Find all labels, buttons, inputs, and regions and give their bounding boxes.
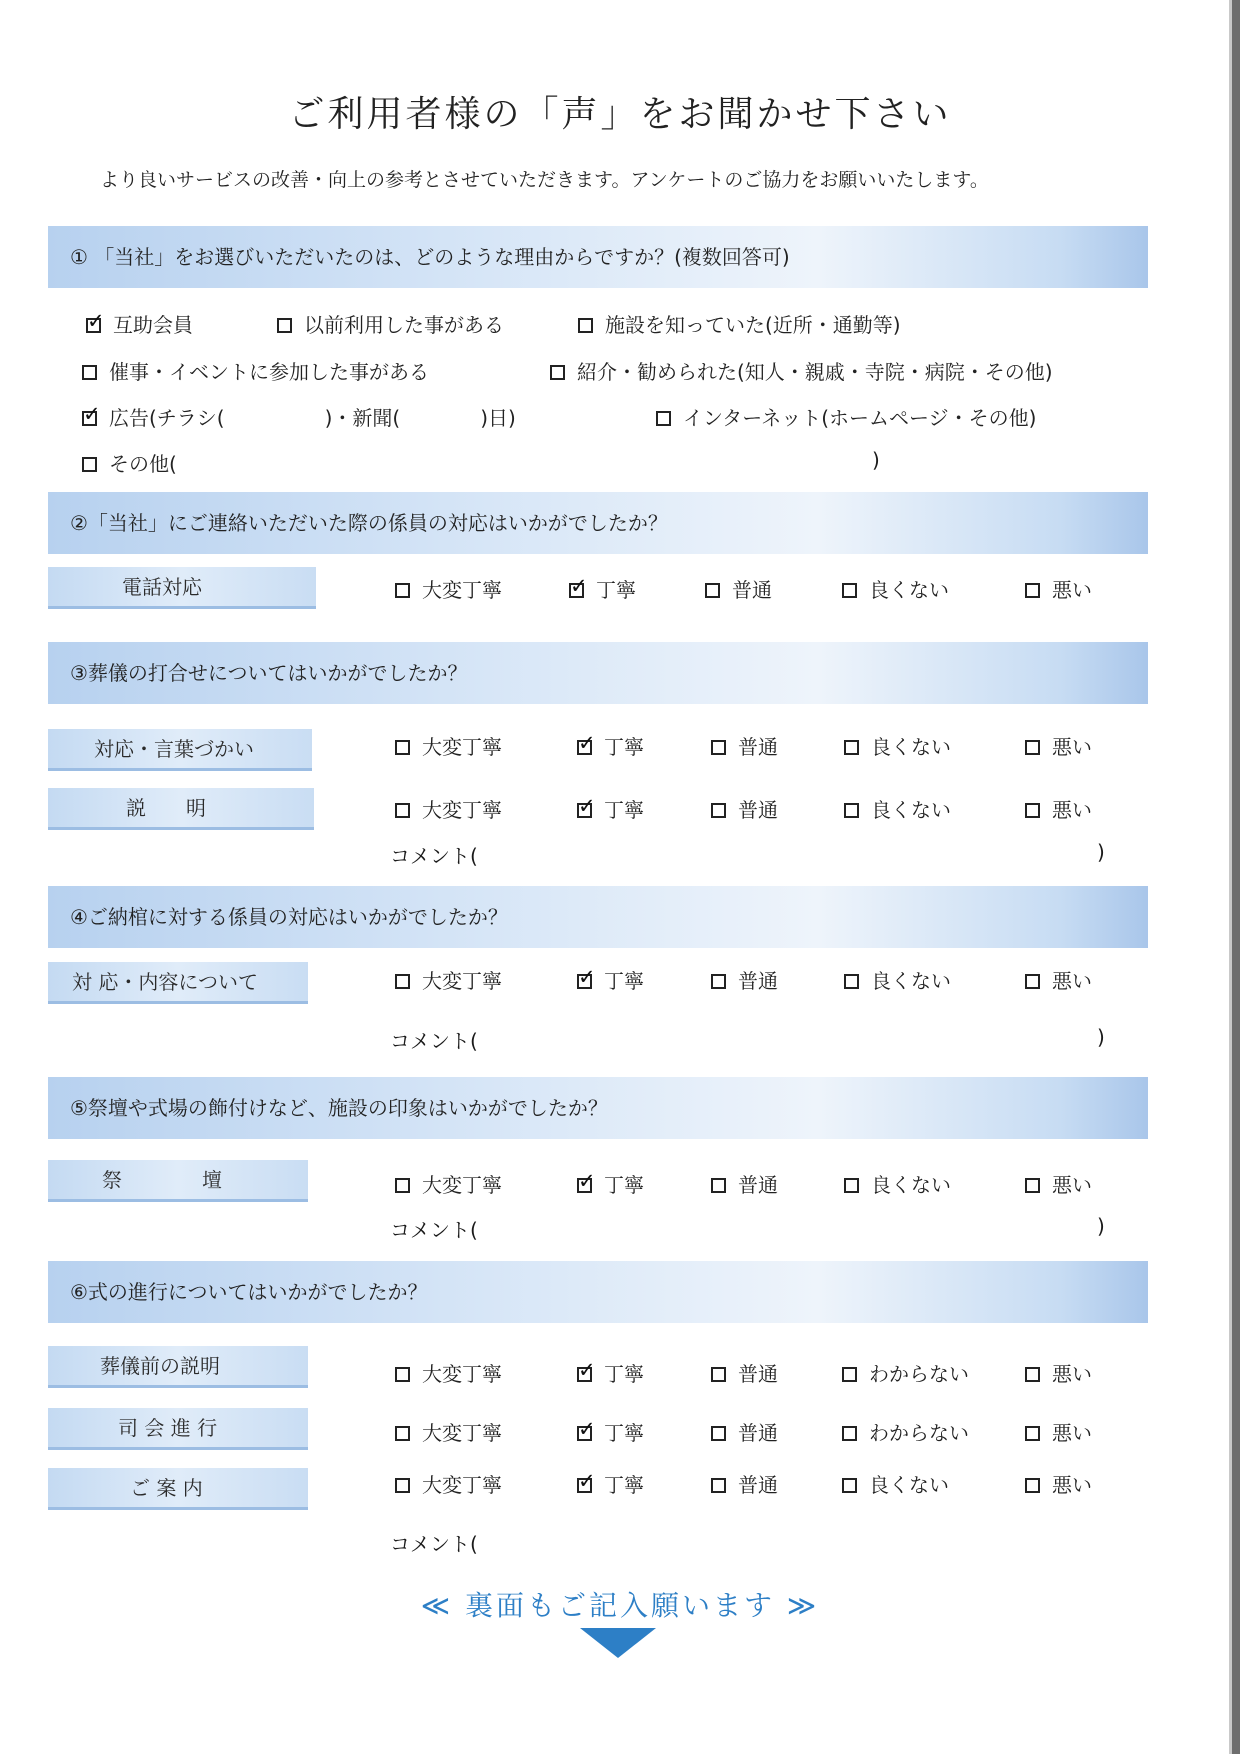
page-edge <box>1232 0 1240 1754</box>
q1-option-attended-event[interactable]: 催事・イベントに参加した事がある <box>82 356 429 385</box>
row-label-pre-funeral-explanation: 葬儀前の説明 <box>48 1346 308 1388</box>
q6-guidance-not-good[interactable]: 良くない <box>842 1469 949 1498</box>
q4-response-very-polite[interactable]: 大変丁寧 <box>395 965 502 994</box>
question-3-header: ③葬儀の打合せについてはいかがでしたか？ <box>48 642 1148 704</box>
checkbox-icon[interactable] <box>1025 1478 1040 1493</box>
checkbox-icon[interactable] <box>577 740 592 755</box>
q1-option-referral[interactable]: 紹介・勧められた(知人・親戚・寺院・病院・その他) <box>550 356 1053 385</box>
q3-manner-polite[interactable]: ✓ 丁寧 <box>577 731 644 760</box>
q6-guidance-bad[interactable]: 悪い <box>1025 1469 1092 1498</box>
checkbox-icon[interactable] <box>711 974 726 989</box>
checkbox-icon[interactable] <box>711 1367 726 1382</box>
checkbox-icon[interactable] <box>1025 1426 1040 1441</box>
q1-option-mutual-aid-member[interactable]: ✓互助会員 <box>86 309 193 338</box>
q2-phone-not-good[interactable]: 良くない <box>842 574 949 603</box>
row-label-ceremony-progress: 司 会 進 行 <box>48 1408 308 1450</box>
q3-manner-bad[interactable]: 悪い <box>1025 731 1092 760</box>
checkbox-icon[interactable] <box>1025 974 1040 989</box>
q3-explanation-very-polite[interactable]: 大変丁寧 <box>395 794 502 823</box>
q2-phone-polite[interactable]: ✓ 丁寧 <box>569 574 636 603</box>
q5-altar-polite[interactable]: ✓ 丁寧 <box>577 1169 644 1198</box>
checkbox-icon[interactable] <box>395 740 410 755</box>
checkbox-icon[interactable] <box>395 803 410 818</box>
row-label-phone-response: 電話対応 <box>48 567 316 609</box>
checkbox-icon[interactable] <box>844 974 859 989</box>
checkbox-icon[interactable] <box>395 1478 410 1493</box>
checkbox-icon[interactable] <box>1025 1367 1040 1382</box>
q1-option-advertisement[interactable]: ✓広告(チラシ( )・新聞( )日) <box>82 402 516 431</box>
q3-explanation-bad[interactable]: 悪い <box>1025 794 1092 823</box>
checkbox-icon[interactable] <box>577 803 592 818</box>
q4-response-bad[interactable]: 悪い <box>1025 965 1092 994</box>
page-title: ご利用者様の「声」をお聞かせ下さい <box>288 94 952 135</box>
q6-progress-normal[interactable]: 普通 <box>711 1417 778 1446</box>
q6-progress-very-polite[interactable]: 大変丁寧 <box>395 1417 502 1446</box>
checkbox-icon[interactable] <box>842 583 857 598</box>
checkbox-icon[interactable] <box>844 740 859 755</box>
checkbox-icon[interactable] <box>577 1426 592 1441</box>
q3-manner-very-polite[interactable]: 大変丁寧 <box>395 731 502 760</box>
q2-phone-normal[interactable]: 普通 <box>705 574 772 603</box>
q4-response-not-good[interactable]: 良くない <box>844 965 951 994</box>
checkbox-icon[interactable] <box>844 803 859 818</box>
q5-comment-close: ) <box>1097 1214 1105 1238</box>
row-label-manner-wording: 対応・言葉づかい <box>48 729 312 771</box>
question-6-header: ⑥式の進行についてはいかがでしたか？ <box>48 1261 1148 1323</box>
down-arrow-icon <box>580 1628 656 1658</box>
q3-explanation-polite[interactable]: ✓ 丁寧 <box>577 794 644 823</box>
checkbox-icon[interactable] <box>395 1426 410 1441</box>
q5-altar-bad[interactable]: 悪い <box>1025 1169 1092 1198</box>
q6-comment-field[interactable]: コメント( <box>390 1532 478 1556</box>
page-subtitle: より良いサービスの改善・向上の参考とさせていただきます。アンケートのご協力をお願いいたします。 <box>100 169 989 191</box>
q4-response-polite[interactable]: ✓ 丁寧 <box>577 965 644 994</box>
checkbox-icon[interactable] <box>82 365 97 380</box>
checkbox-icon[interactable] <box>1025 1178 1040 1193</box>
q6-progress-bad[interactable]: 悪い <box>1025 1417 1092 1446</box>
q3-comment-close: ) <box>1097 840 1105 864</box>
q1-option-other[interactable]: その他( <box>82 448 177 477</box>
checkbox-icon[interactable] <box>577 1367 592 1382</box>
checkbox-icon[interactable] <box>395 583 410 598</box>
q3-explanation-normal[interactable]: 普通 <box>711 794 778 823</box>
q5-comment-field[interactable]: コメント( <box>390 1218 478 1242</box>
checkbox-icon[interactable] <box>1025 803 1040 818</box>
checkbox-icon[interactable] <box>578 318 593 333</box>
q5-altar-not-good[interactable]: 良くない <box>844 1169 951 1198</box>
q1-option-used-before[interactable]: 以前利用した事がある <box>277 309 504 338</box>
q6-progress-dont-know[interactable]: わからない <box>842 1417 969 1446</box>
q5-altar-normal[interactable]: 普通 <box>711 1169 778 1198</box>
q1-option-internet[interactable]: インターネット(ホームページ・その他) <box>656 402 1036 431</box>
checkbox-icon[interactable] <box>842 1478 857 1493</box>
row-label-explanation: 説 明 <box>48 788 314 830</box>
row-label-response-content: 対 応・内容について <box>48 962 308 1004</box>
question-5-header: ⑤祭壇や式場の飾付けなど、施設の印象はいかがでしたか？ <box>48 1077 1148 1139</box>
q4-comment-close: ) <box>1097 1025 1105 1049</box>
checkbox-icon[interactable] <box>550 365 565 380</box>
checkbox-icon[interactable] <box>395 1367 410 1382</box>
checkbox-icon[interactable] <box>395 1178 410 1193</box>
q6-explanation-polite[interactable]: ✓ 丁寧 <box>577 1358 644 1387</box>
q6-explanation-bad[interactable]: 悪い <box>1025 1358 1092 1387</box>
checkbox-icon[interactable] <box>395 974 410 989</box>
q1-option-knew-facility[interactable]: 施設を知っていた(近所・通勤等) <box>578 309 901 338</box>
turn-over-notice: ≪ 裏面もご記入願います ≫ <box>420 1589 820 1622</box>
checkbox-icon[interactable] <box>82 457 97 472</box>
q6-guidance-very-polite[interactable]: 大変丁寧 <box>395 1469 502 1498</box>
checkbox-icon[interactable] <box>842 1426 857 1441</box>
checkbox-icon[interactable] <box>705 583 720 598</box>
checkbox-icon[interactable] <box>577 974 592 989</box>
q6-explanation-normal[interactable]: 普通 <box>711 1358 778 1387</box>
row-label-guidance: ご 案 内 <box>48 1468 308 1510</box>
q6-explanation-dont-know[interactable]: わからない <box>842 1358 969 1387</box>
q6-explanation-very-polite[interactable]: 大変丁寧 <box>395 1358 502 1387</box>
checkbox-icon[interactable] <box>1025 740 1040 755</box>
checkbox-icon[interactable] <box>569 583 584 598</box>
row-label-altar: 祭 壇 <box>48 1160 308 1202</box>
q3-explanation-not-good[interactable]: 良くない <box>844 794 951 823</box>
checkbox-icon[interactable] <box>656 411 671 426</box>
checkbox-icon[interactable] <box>1025 583 1040 598</box>
checkbox-icon[interactable] <box>577 1478 592 1493</box>
q3-comment-field[interactable]: コメント( <box>390 844 478 868</box>
q1-other-close-paren: ) <box>872 448 880 472</box>
q5-altar-very-polite[interactable]: 大変丁寧 <box>395 1169 502 1198</box>
q3-manner-normal[interactable]: 普通 <box>711 731 778 760</box>
checkbox-icon[interactable] <box>711 1178 726 1193</box>
checkbox-icon[interactable] <box>711 803 726 818</box>
checkbox-icon[interactable] <box>577 1178 592 1193</box>
q3-manner-not-good[interactable]: 良くない <box>844 731 951 760</box>
q4-comment-field[interactable]: コメント( <box>390 1029 478 1053</box>
q2-phone-bad[interactable]: 悪い <box>1025 574 1092 603</box>
checkbox-icon[interactable] <box>711 1478 726 1493</box>
question-1-header: ① 「当社」をお選びいただいたのは、どのような理由からですか？(複数回答可) <box>48 226 1148 288</box>
checkbox-icon[interactable] <box>86 318 101 333</box>
q6-guidance-polite[interactable]: ✓ 丁寧 <box>577 1469 644 1498</box>
checkbox-icon[interactable] <box>711 1426 726 1441</box>
q2-phone-very-polite[interactable]: 大変丁寧 <box>395 574 502 603</box>
checkbox-icon[interactable] <box>711 740 726 755</box>
checkbox-icon[interactable] <box>82 411 97 426</box>
question-2-header: ②「当社」にご連絡いただいた際の係員の対応はいかがでしたか？ <box>48 492 1148 554</box>
q4-response-normal[interactable]: 普通 <box>711 965 778 994</box>
checkbox-icon[interactable] <box>277 318 292 333</box>
checkbox-icon[interactable] <box>844 1178 859 1193</box>
checkbox-icon[interactable] <box>842 1367 857 1382</box>
question-4-header: ④ご納棺に対する係員の対応はいかがでしたか？ <box>48 886 1148 948</box>
q6-progress-polite[interactable]: ✓ 丁寧 <box>577 1417 644 1446</box>
q6-guidance-normal[interactable]: 普通 <box>711 1469 778 1498</box>
